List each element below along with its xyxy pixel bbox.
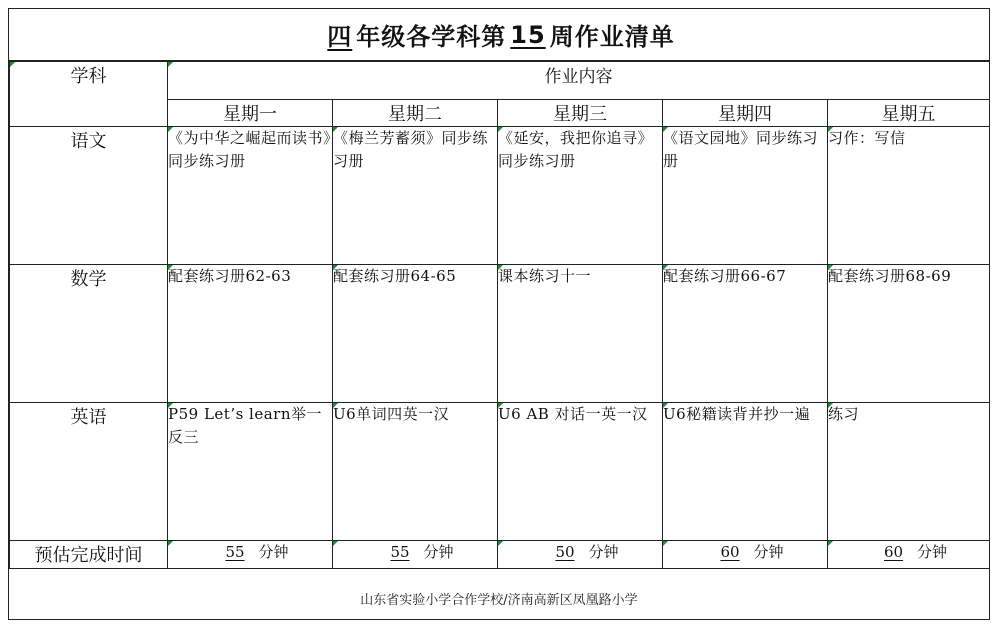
task-cell: 习作：写信 bbox=[828, 127, 990, 265]
cell-marker bbox=[333, 403, 338, 408]
task-cell: 配套练习册66-67 bbox=[663, 265, 828, 403]
school-footer: 山东省实验小学合作学校/济南高新区凤凰路小学 bbox=[360, 592, 638, 608]
page-title bbox=[9, 9, 989, 61]
table-row bbox=[10, 127, 990, 265]
day-header-thursday: 星期四 bbox=[663, 100, 828, 127]
estimate-label: 预估完成时间 bbox=[10, 541, 168, 569]
cell-marker bbox=[498, 127, 503, 132]
cell-marker bbox=[168, 62, 173, 67]
title-suffix: 周作业清单 bbox=[549, 23, 675, 51]
subject-chinese: 语文 bbox=[10, 127, 168, 265]
homework-sheet bbox=[8, 8, 990, 620]
cell-marker bbox=[663, 403, 668, 408]
title-grade: 四 bbox=[327, 23, 353, 51]
cell-marker bbox=[498, 403, 503, 408]
estimate-cell: 50 分钟 bbox=[498, 541, 663, 569]
day-header-monday: 星期一 bbox=[168, 100, 333, 127]
cell-marker bbox=[498, 541, 503, 546]
cell-marker bbox=[168, 541, 173, 546]
task-cell: 《延安，我把你追寻》同步练习册 bbox=[498, 127, 663, 265]
task-cell: 课本练习十一 bbox=[498, 265, 663, 403]
content-header: 作业内容 bbox=[168, 62, 990, 100]
day-header-wednesday: 星期三 bbox=[498, 100, 663, 127]
subject-header: 学科 bbox=[10, 62, 168, 127]
cell-marker bbox=[498, 265, 503, 270]
task-cell: 《梅兰芳蓄须》同步练习册 bbox=[333, 127, 498, 265]
cell-marker bbox=[333, 127, 338, 132]
cell-marker bbox=[828, 403, 833, 408]
task-cell: 配套练习册68-69 bbox=[828, 265, 990, 403]
estimate-cell: 55 分钟 bbox=[168, 541, 333, 569]
task-cell: 《为中华之崛起而读书》同步练习册 bbox=[168, 127, 333, 265]
table-row bbox=[10, 265, 990, 403]
cell-marker bbox=[168, 403, 173, 408]
cell-marker bbox=[333, 541, 338, 546]
title-middle: 年级各学科第 bbox=[356, 23, 507, 51]
table-row bbox=[10, 403, 990, 541]
cell-marker bbox=[663, 541, 668, 546]
task-cell: U6 AB 对话一英一汉 bbox=[498, 403, 663, 541]
cell-marker bbox=[333, 265, 338, 270]
task-cell: U6单词四英一汉 bbox=[333, 403, 498, 541]
task-cell: 《语文园地》同步练习册 bbox=[663, 127, 828, 265]
homework-table bbox=[9, 61, 990, 569]
cell-marker bbox=[168, 127, 173, 132]
cell-marker bbox=[663, 127, 668, 132]
task-cell: 配套练习册62-63 bbox=[168, 265, 333, 403]
estimate-cell: 55 分钟 bbox=[333, 541, 498, 569]
day-header-friday: 星期五 bbox=[828, 100, 990, 127]
cell-marker bbox=[828, 541, 833, 546]
cell-marker bbox=[828, 265, 833, 270]
cell-marker bbox=[168, 265, 173, 270]
subject-math: 数学 bbox=[10, 265, 168, 403]
subject-english: 英语 bbox=[10, 403, 168, 541]
estimate-cell: 60 分钟 bbox=[663, 541, 828, 569]
cell-marker bbox=[10, 62, 15, 67]
cell-marker bbox=[828, 127, 833, 132]
task-cell: 练习 bbox=[828, 403, 990, 541]
task-cell: 配套练习册64-65 bbox=[333, 265, 498, 403]
task-cell: P59 Let’s learn举一反三 bbox=[168, 403, 333, 541]
cell-marker bbox=[663, 265, 668, 270]
estimate-row bbox=[10, 541, 990, 569]
estimate-cell: 60 分钟 bbox=[828, 541, 990, 569]
task-cell: U6秘籍读背并抄一遍 bbox=[663, 403, 828, 541]
title-week: 15 bbox=[510, 20, 546, 49]
day-header-tuesday: 星期二 bbox=[333, 100, 498, 127]
